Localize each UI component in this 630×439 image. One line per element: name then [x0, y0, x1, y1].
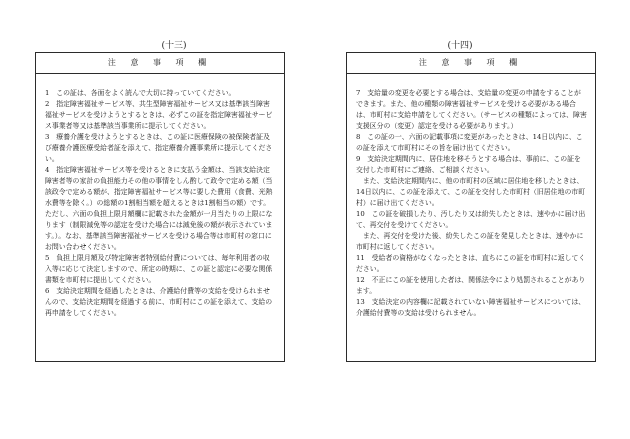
page-label-13: (十三): [161, 41, 187, 51]
note-item-11: 11 受給者の資格がなくなったときは、直ちにこの証を市町村に返してください。: [356, 254, 586, 273]
note-item-12: 12 不正にこの証を使用した者は、関係法令により処罰されることがあります。: [356, 276, 586, 295]
notes-panel-14: [346, 52, 596, 362]
note-item-10: 10 この証を破損したり、汚したり又は紛失したときは、速やかに届け出て、再交付を受けてください。: [356, 210, 586, 229]
note-item-4: 4 指定障害福祉サービス等を受けるときに支払う金額は、当該支給決定障害者等の家計の負担能力その他の事情をしん酌して政令で定める額（当該政令で定める額が、指定障害福祉サービス等に要した費用（食費、光熱水費等を除く。）の総額の1割相当額を超えるときは1割相当の額）です。ただし、六面の負担上限月額欄に記載された金額が一月当たりの上限になります（制限減免等の認定を受けた場合には減免後の額が表示されています。）。なお、基準該当障害福祉サービスを受ける場合等は市町村の窓口にお問い合わせください。: [45, 166, 273, 251]
note-item-6: 6 支給決定期間を経過したときは、介護給付費等の支給を受けられませんので、支給決定期間を経過する前に、市町村にこの証を添えて、支給の再申請をしてください。: [45, 287, 273, 317]
note-item-8: 8 この証の一、六面の記載事項に変更があったときは、14日以内に、この証を添えて市町村にその旨を届け出てください。: [356, 133, 583, 152]
note-item-9: 9 支給決定期間内に、居住地を移そうとする場合は、事前に、この証を交付した市町村にご連絡、ご相談ください。: [356, 155, 581, 174]
notes-body: [356, 88, 587, 319]
note-item-7: 7 支給量の変更を必要とする場合は、支給量の変更の申請をすることができます。また、他の種類の障害福祉サービスを受ける必要がある場合は、市町村に支給申請をしてください。（サービスの種類によっては、障害支援区分の（変更）認定を受ける必要があります。）: [356, 89, 587, 130]
notes-header: 注 意 事 項 欄: [36, 53, 284, 74]
note-item-9-cont: また、支給決定期間内に、他の市町村の区域に居住地を移したときは、14日以内に、この証を添えて、この証を交付した市町村（旧居住地の市町村）に届け出てください。: [356, 177, 586, 207]
note-item-13: 13 支給決定の内容欄に記載されていない障害福祉サービスについては、介護給付費等の支給は受けられません。: [356, 298, 586, 317]
notes-body: [45, 88, 276, 319]
note-item-5: 5 負担上限月額及び特定障害者特別給付費については、毎年利用者の収入等に応じて決定しますので、所定の時期に、この証と認定に必要な関係書類を市町村に提出してください。: [45, 254, 273, 284]
page-label-14: (十四): [447, 41, 473, 51]
note-item-2: 2 指定障害福祉サービス等、共生型障害福祉サービス又は基準該当障害福祉サービスを受けようとするときは、必ずこの証を指定障害福祉サービス事業者等又は基準該当事業所に提示してください。: [45, 100, 273, 130]
note-item-1: 1 この証は、各面をよく読んで大切に持っていてください。: [45, 89, 236, 97]
note-item-3: 3 療養介護を受けようとするときは、この証に医療保険の被保険者証及び療養介護医療受給者証を添えて、指定療養介護事業所に提示してください。: [45, 133, 273, 163]
notes-panel-13: [35, 52, 285, 362]
notes-header: 注 意 事 項 欄: [347, 53, 595, 74]
note-item-10-cont: また、再交付を受けた後、紛失したこの証を発見したときは、速やかに市町村に返してください。: [356, 232, 584, 251]
